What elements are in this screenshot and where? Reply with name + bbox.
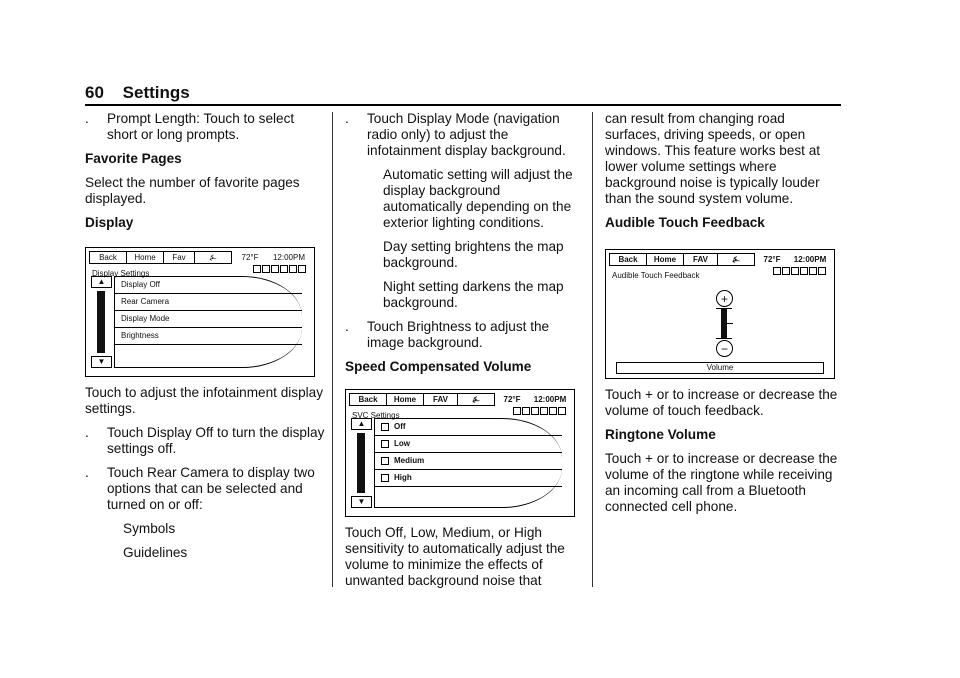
header-rule [85, 104, 841, 106]
list-item-label: Medium [394, 456, 425, 465]
settings-list [114, 276, 302, 368]
column-divider-2 [592, 112, 593, 587]
list-item-label: Low [394, 439, 410, 448]
scroll-track[interactable] [97, 291, 105, 353]
voice-icon[interactable]: ⍼ [194, 251, 232, 264]
scroll-column [91, 276, 112, 368]
svc-text: Touch Off, Low, Medium, or High sensitivity to automatically adjust the volume to minimize the effects of unwanted background noise that [345, 525, 565, 588]
scroll-track[interactable] [357, 433, 365, 493]
list-item[interactable] [375, 419, 562, 436]
fav-button[interactable]: FAV [423, 393, 458, 406]
bullet-text: Touch Display Mode (navigation radio only) to adjust the infotainment display background. [367, 111, 566, 158]
page-title: Settings [122, 83, 190, 102]
screen-title: Display Settings [92, 269, 150, 278]
checkbox-icon[interactable] [381, 457, 389, 465]
list-item[interactable] [375, 453, 562, 470]
bullet-display-mode [345, 111, 581, 159]
audible-touch-feedback-screen [605, 249, 835, 379]
list-item-label: High [394, 473, 412, 482]
volume-label: Volume [616, 362, 824, 374]
fav-button[interactable]: FAV [683, 253, 718, 266]
temperature: 72°F [241, 252, 259, 262]
list-item[interactable]: Display Mode [115, 311, 302, 328]
home-button[interactable]: Home [126, 251, 164, 264]
volume-tick [716, 338, 732, 339]
touch-adjust-text: Touch to adjust the infotainment display settings. [85, 385, 324, 416]
screen-topbar [89, 251, 311, 264]
bullet-text: Touch Brightness to adjust the image background. [367, 319, 550, 350]
page-number: 60 [85, 83, 104, 102]
screen-topbar [349, 393, 571, 406]
svc-heading: Speed Compensated Volume [345, 359, 532, 374]
temperature: 72°F [763, 254, 781, 264]
bullet-dot: . [85, 465, 89, 480]
screen-topbar [609, 253, 831, 266]
ringtone-heading: Ringtone Volume [605, 427, 716, 442]
scroll-up-icon[interactable]: ▲ [351, 418, 372, 430]
clock: 12:00PM [533, 394, 567, 404]
sub-day: Day setting brightens the map background. [383, 239, 564, 270]
screen-title: SVC Settings [352, 411, 400, 420]
home-button[interactable]: Home [386, 393, 424, 406]
bullet-dot: . [345, 111, 349, 126]
display-settings-screen [85, 247, 315, 377]
checkbox-icon[interactable] [381, 440, 389, 448]
volume-tick [727, 323, 733, 324]
ringtone-text: Touch + or to increase or decrease the volume of the ringtone while receiving an incoming call from a Bluetooth connected cell phone. [605, 451, 838, 514]
list-item[interactable]: Display Off [115, 277, 302, 294]
fav-button[interactable]: Fav [163, 251, 195, 264]
checkbox-icon[interactable] [381, 423, 389, 431]
bullet-text: Touch Display Off to turn the display settings off. [107, 425, 325, 456]
scroll-up-icon[interactable]: ▲ [91, 276, 112, 288]
column-2 [345, 111, 581, 597]
display-heading: Display [85, 215, 134, 230]
back-button[interactable]: Back [609, 253, 647, 266]
svc-list [374, 418, 562, 508]
list-item[interactable] [375, 470, 562, 487]
temperature: 72°F [503, 394, 521, 404]
sub-guidelines: Guidelines [123, 545, 188, 560]
status-icons [513, 407, 566, 415]
bullet-dot: . [345, 319, 349, 334]
voice-icon[interactable]: ⍼ [717, 253, 755, 266]
bullet-text: Prompt Length: Touch to select short or long prompts. [107, 111, 295, 142]
list-item[interactable] [375, 436, 562, 453]
clock: 12:00PM [272, 252, 306, 262]
atf-text: Touch + or to increase or decrease the volume of touch feedback. [605, 387, 838, 418]
home-button[interactable]: Home [646, 253, 684, 266]
column-divider-1 [332, 112, 333, 587]
status-icons [773, 267, 826, 275]
sub-night: Night setting darkens the map background. [383, 279, 564, 310]
continued-text: can result from changing road surfaces, driving speeds, or open windows. This feature works best at lower volume settings where background noise is typically louder than the sound system volume. [605, 111, 821, 206]
bullet-brightness [345, 319, 581, 351]
favorite-pages-heading: Favorite Pages [85, 151, 182, 166]
bullet-dot: . [85, 111, 89, 126]
scroll-down-icon[interactable]: ▼ [351, 496, 372, 508]
status-icons [253, 265, 306, 273]
atf-heading: Audible Touch Feedback [605, 215, 765, 230]
list-item[interactable]: Rear Camera [115, 294, 302, 311]
list-item[interactable]: Brightness [115, 328, 302, 345]
checkbox-icon[interactable] [381, 474, 389, 482]
bullet-prompt-length [85, 111, 325, 143]
voice-icon[interactable]: ⍼ [457, 393, 495, 406]
screen-title: Audible Touch Feedback [612, 271, 700, 280]
sub-symbols: Symbols [123, 521, 176, 536]
column-3 [605, 111, 841, 523]
volume-minus-icon[interactable]: − [716, 340, 733, 357]
sub-automatic: Automatic setting will adjust the display background automatically depending on the exterior lighting conditions. [383, 167, 573, 230]
scroll-column [351, 418, 372, 508]
back-button[interactable]: Back [349, 393, 387, 406]
back-button[interactable]: Back [89, 251, 127, 264]
bullet-dot: . [85, 425, 89, 440]
favorite-pages-text: Select the number of favorite pages displayed. [85, 175, 300, 206]
svc-settings-screen [345, 389, 575, 517]
volume-tick [716, 308, 732, 309]
list-item-label: Off [394, 422, 406, 431]
bullet-text: Touch Rear Camera to display two options that can be selected and turned on or off: [107, 465, 315, 512]
column-1 [85, 111, 325, 569]
clock: 12:00PM [793, 254, 827, 264]
bullet-rear-camera [85, 465, 325, 513]
page-header [85, 83, 190, 103]
volume-plus-icon[interactable]: + [716, 290, 733, 307]
bullet-display-off [85, 425, 325, 457]
scroll-down-icon[interactable]: ▼ [91, 356, 112, 368]
